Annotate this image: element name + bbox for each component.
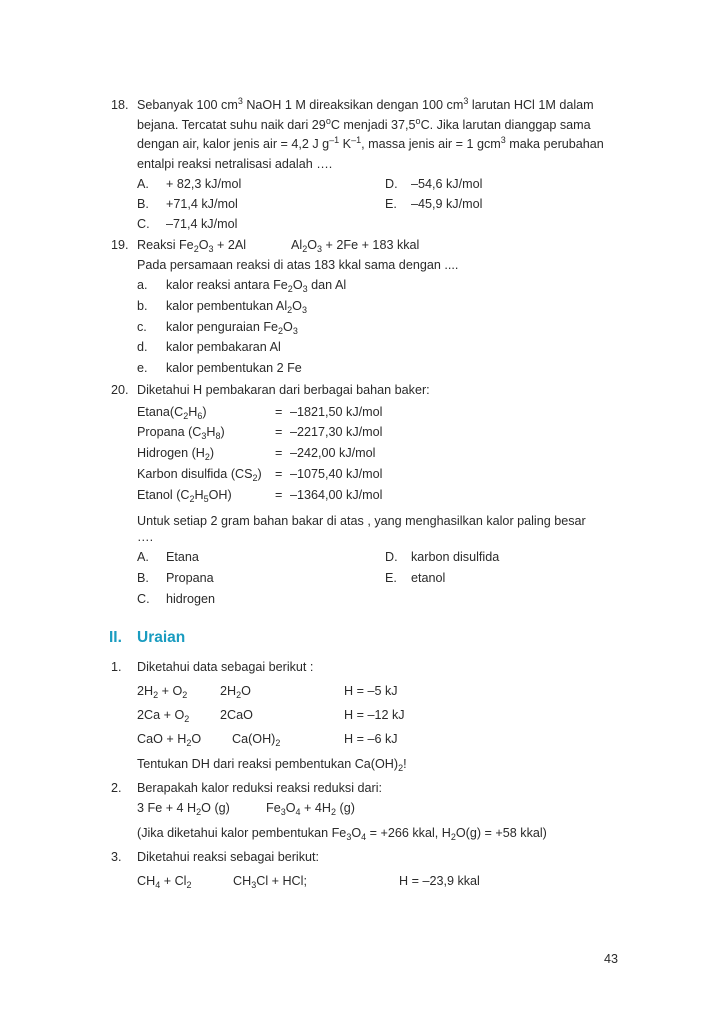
question-text-line: Pada persamaan reaksi di atas 183 kkal sama dengan .... xyxy=(137,258,459,272)
question-text-line: Diketahui H pembakaran dari berbagai bahan baker: xyxy=(137,383,430,397)
option-text: kalor reaksi antara $Fe_2O_3$ dan Al xyxy=(166,278,347,294)
question-number: 18. xyxy=(111,98,129,112)
fuel-enthalpy: –1075,40 kJ/mol xyxy=(290,467,383,481)
option-text: karbon disulfida xyxy=(411,550,500,564)
option-text: kalor pembakaran Al xyxy=(166,340,281,354)
equals-sign: = xyxy=(275,405,283,419)
question-text-line: Diketahui data sebagai berikut : xyxy=(137,660,314,674)
equals-sign: = xyxy=(275,425,283,439)
option-text: –45,9 kJ/mol xyxy=(411,197,483,211)
reaction-enthalpy: H = –5 kJ xyxy=(344,684,398,698)
option-letter: A. xyxy=(137,550,149,564)
fuel-name: Karbon disulfida $(CS_2)$ xyxy=(137,467,262,483)
option-letter: B. xyxy=(137,571,149,585)
question-number: 3. xyxy=(111,850,122,864)
fuel-enthalpy: –2217,30 kJ/mol xyxy=(290,425,383,439)
option-text: etanol xyxy=(411,571,446,585)
option-text: kalor pembentukan $Al_2O_3$ xyxy=(166,299,307,315)
question-text-line: Tentukan DH dari reaksi pembentukan $Ca(OH)_2$! xyxy=(137,757,407,773)
reaction-reactants: CaO + $H_2O$ xyxy=(137,732,202,748)
question-text-line: dengan air, kalor jenis air = 4,2 J $g^{-1}$ $K^{-1}$, massa jenis air = 1 gcm$^3$ maka perubahan xyxy=(137,135,604,151)
reaction-enthalpy: H = –12 kJ xyxy=(344,708,405,722)
option-letter: a. xyxy=(137,278,148,292)
reaction-enthalpy: H = –6 kJ xyxy=(344,732,398,746)
option-text: hidrogen xyxy=(166,592,216,606)
option-letter: E. xyxy=(385,571,397,585)
option-letter: d. xyxy=(137,340,148,354)
question-number: 20. xyxy=(111,383,129,397)
fuel-name: $Etana(C_2H_6)$ xyxy=(137,405,207,421)
question-text-line: entalpi reaksi netralisasi adalah …. xyxy=(137,157,333,171)
option-letter: B. xyxy=(137,197,149,211)
question-number: 19. xyxy=(111,238,129,252)
equals-sign: = xyxy=(275,467,283,481)
reaction-reactants: 3 Fe + 4 $H_2O$ (g) xyxy=(137,801,230,817)
question-text-line: bejana. Tercatat suhu naik dari 29$^o$C menjadi 37,5$^o$C. Jika larutan dianggap sama xyxy=(137,116,591,132)
fuel-enthalpy: –242,00 kJ/mol xyxy=(290,446,376,460)
option-text: Propana xyxy=(166,571,214,585)
option-letter: E. xyxy=(385,197,397,211)
option-letter: D. xyxy=(385,177,398,191)
question-text-line: Berapakah kalor reduksi reaksi reduksi dari: xyxy=(137,781,382,795)
option-text: –54,6 kJ/mol xyxy=(411,177,483,191)
reaction-reactants: $2Ca + O_2$ xyxy=(137,708,190,724)
section-title: Uraian xyxy=(137,629,186,646)
reaction-products: $Fe_3O_4 + 4H_2$ (g) xyxy=(266,801,355,817)
option-text: + 82,3 kJ/mol xyxy=(166,177,242,191)
question-text-line: Untuk setiap 2 gram bahan bakar di atas , yang menghasilkan kalor paling besar xyxy=(137,514,586,528)
option-letter: C. xyxy=(137,217,150,231)
option-letter: D. xyxy=(385,550,398,564)
question-text-line: …. xyxy=(137,530,154,544)
option-text: kalor pembentukan 2 Fe xyxy=(166,361,302,375)
question-text-line: Diketahui reaksi sebagai berikut: xyxy=(137,850,320,864)
option-text: +71,4 kJ/mol xyxy=(166,197,238,211)
option-letter: b. xyxy=(137,299,148,313)
reaction-enthalpy: H = –23,9 kkal xyxy=(399,874,480,888)
reaction-products: $Ca(OH)_2$ xyxy=(232,732,281,748)
equals-sign: = xyxy=(275,446,283,460)
reaction-products: $CH_3Cl$ + HCl; xyxy=(233,874,307,890)
option-letter: c. xyxy=(137,320,147,334)
reaction-products: $Al_2O_3 + 2Fe + 183$ kkal xyxy=(291,238,420,254)
section-number: II. xyxy=(109,629,122,646)
option-letter: C. xyxy=(137,592,150,606)
option-text: kalor penguraian $Fe_2O_3$ xyxy=(166,320,298,336)
reaction-reactants: $CH_4 + Cl_2$ xyxy=(137,874,192,890)
option-letter: e. xyxy=(137,361,148,375)
question-number: 2. xyxy=(111,781,122,795)
option-text: –71,4 kJ/mol xyxy=(166,217,238,231)
option-text: Etana xyxy=(166,550,199,564)
equals-sign: = xyxy=(275,488,283,502)
fuel-name: Etanol $(C_2H_5OH)$ xyxy=(137,488,232,504)
question-number: 1. xyxy=(111,660,122,674)
fuel-enthalpy: –1821,50 kJ/mol xyxy=(290,405,383,419)
fuel-enthalpy: –1364,00 kJ/mol xyxy=(290,488,383,502)
fuel-name: Propana $(C_3H_8)$ xyxy=(137,425,225,441)
page-number: 43 xyxy=(604,952,619,966)
reaction-reactants: $2H_2 + O_2$ xyxy=(137,684,188,700)
question-text-line: (Jika diketahui kalor pembentukan $Fe_3O_4 = +266$ kkal, $H_2O(g) = +58$ kkal) xyxy=(137,826,547,842)
reaction-equation: Reaksi $Fe_2O_3 + 2Al$ xyxy=(137,238,247,254)
question-text-line: Sebanyak 100 $cm^3$ NaOH 1 M direaksikan dengan 100 $cm^3$ larutan HCl 1M dalam xyxy=(137,96,594,112)
reaction-products: $2H_2O$ xyxy=(220,684,251,700)
fuel-name: Hidrogen $(H_2)$ xyxy=(137,446,215,462)
option-letter: A. xyxy=(137,177,149,191)
reaction-products: 2CaO xyxy=(220,708,253,722)
